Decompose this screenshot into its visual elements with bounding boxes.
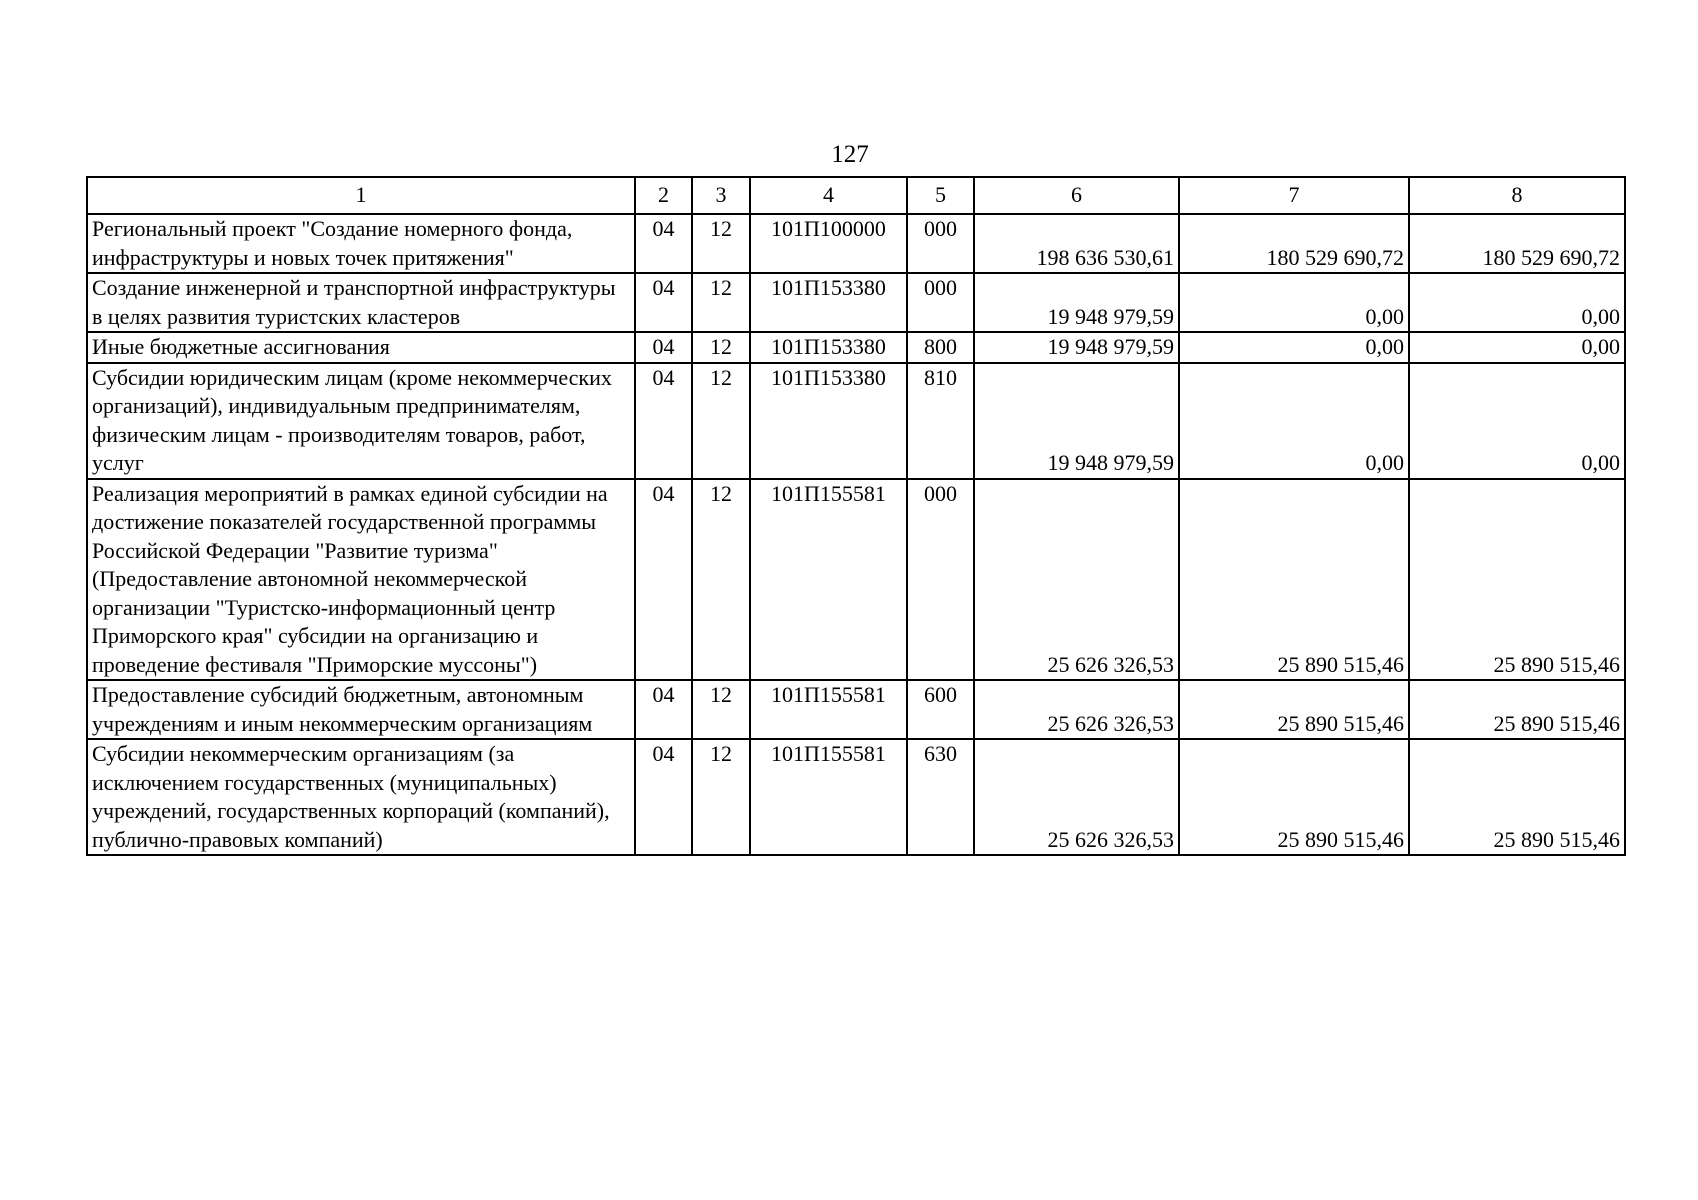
row-expense-type-code: 000 [907, 273, 974, 332]
row-amount-col7: 0,00 [1179, 332, 1409, 363]
table-row [87, 332, 1625, 363]
row-subsection-code: 12 [692, 214, 750, 273]
row-amount-col7: 25 890 515,46 [1179, 680, 1409, 739]
row-subsection-code: 12 [692, 332, 750, 363]
row-amount-col8: 0,00 [1409, 332, 1625, 363]
table-row [87, 273, 1625, 332]
row-name: Предоставление субсидий бюджетным, автономным учреждениям и иным некоммерческим организациям [87, 680, 635, 739]
row-section-code: 04 [635, 680, 692, 739]
row-name: Реализация мероприятий в рамках единой субсидии на достижение показателей государственной программы Российской Федерации "Развитие туризма" (Предоставление автономной некоммерческой организации "Туристско-информационный центр Приморского края" субсидии на организацию и проведение фестиваля "Приморские муссоны") [87, 479, 635, 681]
row-subsection-code: 12 [692, 739, 750, 855]
budget-table [86, 176, 1626, 856]
row-target-code: 101П155581 [750, 479, 907, 681]
row-name: Региональный проект "Создание номерного фонда, инфраструктуры и новых точек притяжения" [87, 214, 635, 273]
row-section-code: 04 [635, 363, 692, 479]
row-target-code: 101П155581 [750, 739, 907, 855]
header-cell-7: 7 [1179, 177, 1409, 214]
row-amount-col6: 19 948 979,59 [974, 363, 1179, 479]
table-row [87, 680, 1625, 739]
row-expense-type-code: 000 [907, 479, 974, 681]
table-row [87, 363, 1625, 479]
row-target-code: 101П153380 [750, 363, 907, 479]
header-cell-1: 1 [87, 177, 635, 214]
row-amount-col8: 0,00 [1409, 273, 1625, 332]
row-section-code: 04 [635, 214, 692, 273]
table-row [87, 479, 1625, 681]
row-subsection-code: 12 [692, 273, 750, 332]
row-amount-col6: 19 948 979,59 [974, 273, 1179, 332]
row-subsection-code: 12 [692, 363, 750, 479]
row-amount-col7: 25 890 515,46 [1179, 479, 1409, 681]
row-amount-col6: 25 626 326,53 [974, 479, 1179, 681]
row-amount-col8: 180 529 690,72 [1409, 214, 1625, 273]
row-expense-type-code: 600 [907, 680, 974, 739]
page-number: 127 [831, 141, 869, 168]
header-cell-8: 8 [1409, 177, 1625, 214]
row-target-code: 101П153380 [750, 332, 907, 363]
row-name: Субсидии юридическим лицам (кроме некоммерческих организаций), индивидуальным предпринимателям, физическим лицам - производителям товаров, работ, услуг [87, 363, 635, 479]
row-name: Создание инженерной и транспортной инфраструктуры в целях развития туристских кластеров [87, 273, 635, 332]
header-cell-3: 3 [692, 177, 750, 214]
row-amount-col7: 0,00 [1179, 273, 1409, 332]
row-amount-col6: 198 636 530,61 [974, 214, 1179, 273]
row-amount-col8: 25 890 515,46 [1409, 739, 1625, 855]
row-target-code: 101П155581 [750, 680, 907, 739]
row-amount-col7: 180 529 690,72 [1179, 214, 1409, 273]
row-amount-col6: 19 948 979,59 [974, 332, 1179, 363]
header-cell-5: 5 [907, 177, 974, 214]
table-row [87, 739, 1625, 855]
header-row [87, 177, 1625, 214]
row-target-code: 101П100000 [750, 214, 907, 273]
row-expense-type-code: 630 [907, 739, 974, 855]
row-section-code: 04 [635, 273, 692, 332]
row-amount-col8: 0,00 [1409, 363, 1625, 479]
row-subsection-code: 12 [692, 680, 750, 739]
row-section-code: 04 [635, 739, 692, 855]
row-amount-col6: 25 626 326,53 [974, 680, 1179, 739]
row-section-code: 04 [635, 332, 692, 363]
row-amount-col8: 25 890 515,46 [1409, 479, 1625, 681]
header-cell-2: 2 [635, 177, 692, 214]
row-section-code: 04 [635, 479, 692, 681]
row-subsection-code: 12 [692, 479, 750, 681]
table-row [87, 214, 1625, 273]
row-amount-col6: 25 626 326,53 [974, 739, 1179, 855]
row-expense-type-code: 000 [907, 214, 974, 273]
row-name: Субсидии некоммерческим организациям (за исключением государственных (муниципальных) учреждений, государственных корпораций (компаний), публично-правовых компаний) [87, 739, 635, 855]
header-cell-6: 6 [974, 177, 1179, 214]
row-amount-col7: 0,00 [1179, 363, 1409, 479]
row-name: Иные бюджетные ассигнования [87, 332, 635, 363]
header-cell-4: 4 [750, 177, 907, 214]
row-expense-type-code: 810 [907, 363, 974, 479]
row-expense-type-code: 800 [907, 332, 974, 363]
row-amount-col8: 25 890 515,46 [1409, 680, 1625, 739]
row-amount-col7: 25 890 515,46 [1179, 739, 1409, 855]
row-target-code: 101П153380 [750, 273, 907, 332]
